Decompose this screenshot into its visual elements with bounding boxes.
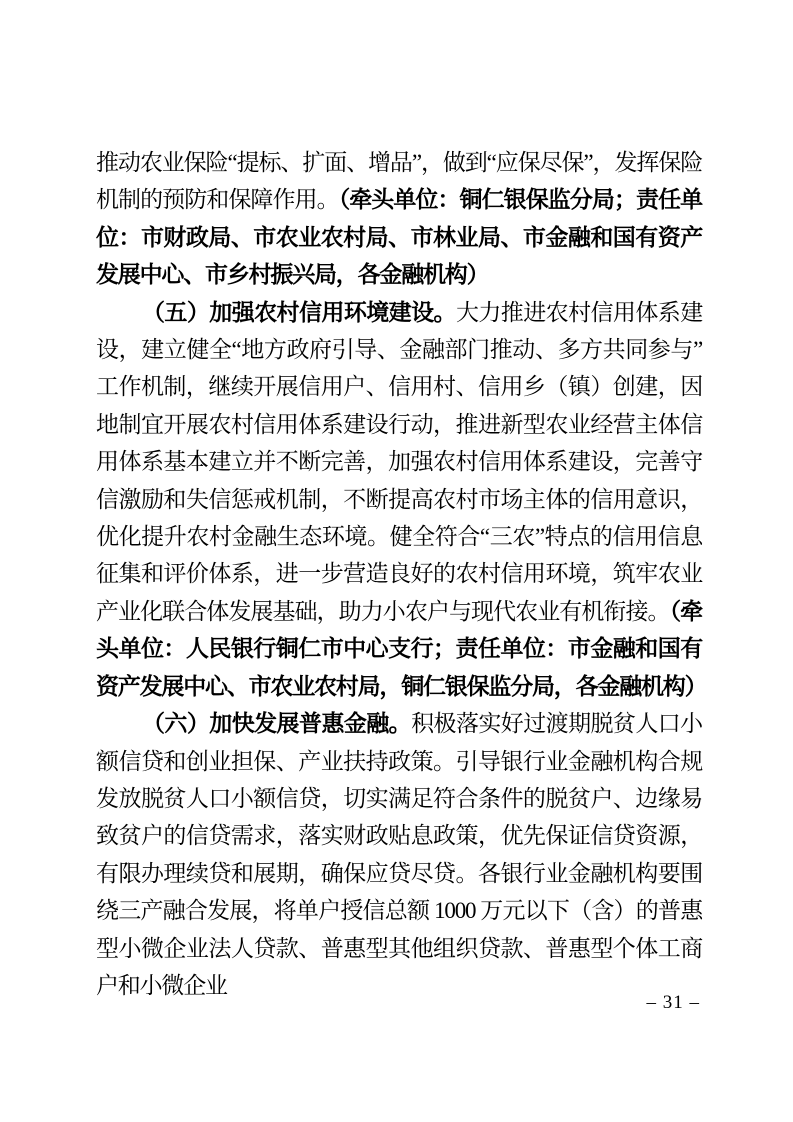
paragraph [96,294,707,705]
section-heading-6: （六）加快发展普惠金融。 [142,711,412,737]
paragraph [96,144,702,294]
responsible-unit-text: （牵头单位：人民银行铜仁市中心支行；责任单位：市金融和国有资产发展中心、市农业农村局，铜仁银保监分局，各金融机构） [96,597,707,699]
responsible-unit-text: （牵头单位：铜仁银保监分局；责任单位：市财政局、市农业农村局、市林业局、市金融和国有资产发展中心、市乡村振兴局，各金融机构） [96,186,702,288]
body-text-segment: 推动农业保险“提标、扩面、增品”，做到“应保尽保”，发挥保险机制的预防和保障作用。 [96,150,702,213]
document-body-text [96,144,707,1004]
page-number: – 31 – [646,992,700,1013]
section-heading-5: （五）加强农村信用环境建设。 [142,299,456,325]
body-text-segment: 大力推进农村信用体系建设，建立健全“地方政府引导、金融部门推动、多方共同参与”工作机制，继续开展信用户、信用村、信用乡（镇）创建，因地制宜开展农村信用体系建设行动，推进新型农业经营主体信用体系基本建立并不断完善，加强农村信用体系建设，完善守信激励和失信惩戒机制，不断提高农村市场主体的信用意识，优化提升农村金融生态环境。健全符合“三农”特点的信用信息征集和评价体系，进一步营造良好的农村信用环境，筑牢农业产业化联合体发展基础，助力小农户与现代农业有机衔接。 [96,299,702,624]
paragraph [96,705,702,1004]
body-text-segment: 积极落实好过渡期脱贫人口小额信贷和创业担保、产业扶持政策。引导银行业金融机构合规发放脱贫人口小额信贷，切实满足符合条件的脱贫户、边缘易致贫户的信贷需求，落实财政贴息政策，优先保证信贷资源，有限办理续贷和展期，确保应贷尽贷。各银行业金融机构要围绕三产融合发展，将单户授信总额 1000 万元以下（含）的普惠型小微企业法人贷款、普惠型其他组织贷款、普惠型个体工商户和小微企业 [96,711,702,998]
